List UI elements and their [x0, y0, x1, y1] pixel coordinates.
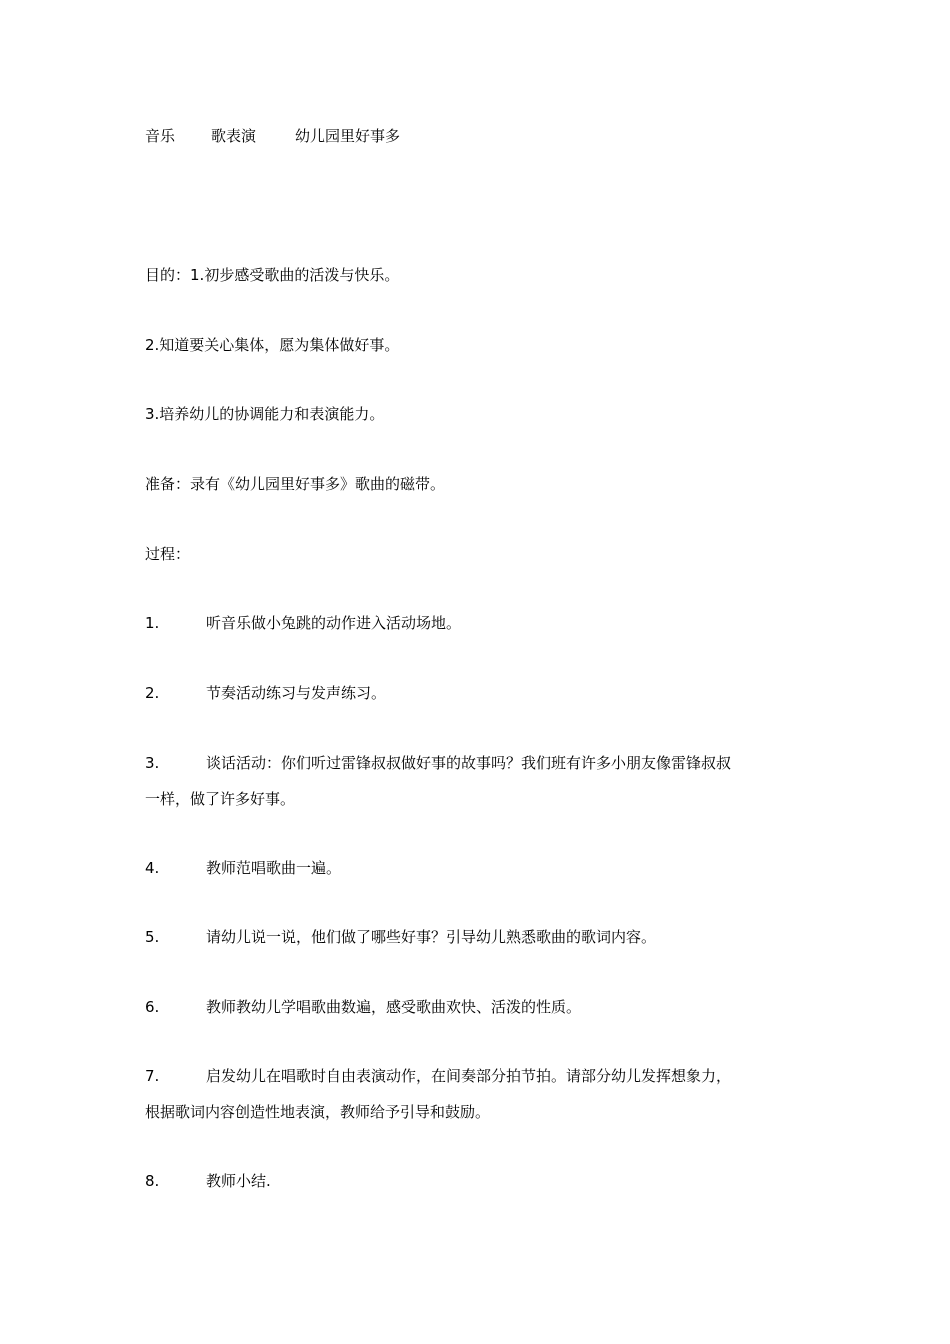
process-step-1 — [145, 605, 805, 641]
step-text: 谈话活动：你们听过雷锋叔叔做好事的故事吗？我们班有许多小朋友像雷锋叔叔 — [206, 754, 732, 772]
process-step-2 — [145, 675, 805, 711]
step-text: 教师教幼儿学唱歌曲数遍，感受歌曲欢快、活泼的性质。 — [206, 998, 582, 1016]
process-step-8 — [145, 1163, 805, 1199]
step-number: 1. — [145, 614, 160, 632]
step-number: 7. — [145, 1067, 160, 1085]
goal-item-1 — [145, 264, 399, 286]
step-number: 3. — [145, 754, 160, 772]
title-type: 歌表演 — [211, 127, 257, 145]
step-number: 8. — [145, 1172, 160, 1190]
title-subject: 音乐 — [145, 127, 176, 145]
goal-text-1: 1.初步感受歌曲的活泼与快乐。 — [190, 266, 400, 284]
title-name: 幼儿园里好事多 — [295, 127, 401, 145]
step-number: 4. — [145, 859, 160, 877]
process-step-6 — [145, 989, 805, 1025]
step-text: 请幼儿说一说，他们做了哪些好事？引导幼儿熟悉歌曲的歌词内容。 — [206, 928, 657, 946]
process-step-5 — [145, 919, 805, 955]
process-step-4 — [145, 850, 805, 886]
step-text: 教师小结. — [206, 1172, 271, 1190]
step-text: 听音乐做小兔跳的动作进入活动场地。 — [206, 614, 462, 632]
step-text-continued: 一样，做了许多好事。 — [145, 790, 296, 808]
process-step-7 — [145, 1058, 805, 1130]
lesson-title — [145, 125, 400, 147]
goal-item-2: 2.知道要关心集体，愿为集体做好事。 — [145, 336, 400, 354]
step-text: 教师范唱歌曲一遍。 — [206, 859, 342, 877]
goal-item-3: 3.培养幼儿的协调能力和表演能力。 — [145, 405, 385, 423]
step-number: 5. — [145, 928, 160, 946]
process-step-3 — [145, 745, 805, 817]
step-text: 节奏活动练习与发声练习。 — [206, 684, 387, 702]
goals-label: 目的： — [145, 266, 191, 284]
process-label: 过程： — [145, 545, 191, 563]
preparation: 准备：录有《幼儿园里好事多》歌曲的磁带。 — [145, 475, 446, 493]
step-text-continued: 根据歌词内容创造性地表演，教师给予引导和鼓励。 — [145, 1103, 491, 1121]
step-text: 启发幼儿在唱歌时自由表演动作，在间奏部分拍节拍。请部分幼儿发挥想象力， — [206, 1067, 732, 1085]
step-number: 2. — [145, 684, 160, 702]
step-number: 6. — [145, 998, 160, 1016]
